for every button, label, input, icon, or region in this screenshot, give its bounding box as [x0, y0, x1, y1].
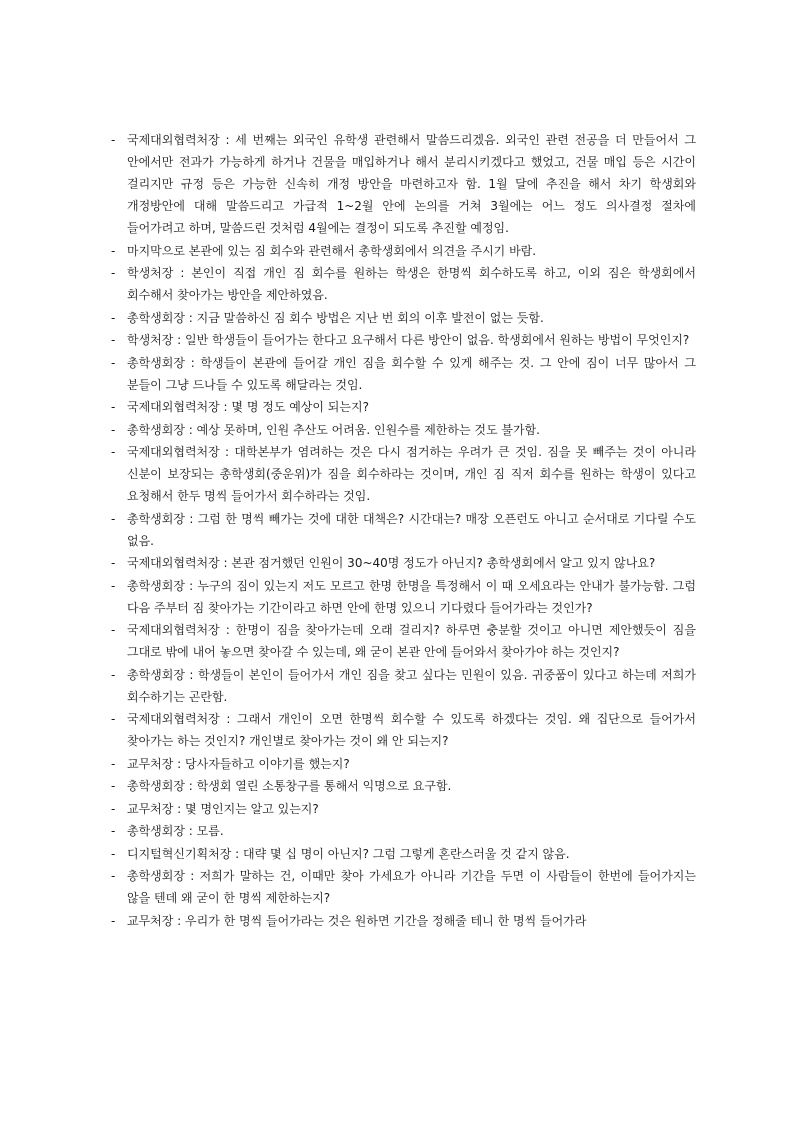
- bullet-dash: -: [111, 445, 116, 459]
- minutes-entry: [111, 508, 696, 552]
- minutes-entry: [111, 329, 696, 351]
- entry-text: 총학생회장 : 그럼 한 명씩 빼가는 것에 대한 대책은? 시간대는? 매장 오픈런도 아니고 순서대로 기다릴 수도 없음.: [127, 511, 696, 548]
- minutes-entry: [111, 396, 696, 418]
- entry-text: 총학생회장 : 학생들이 본인이 들어가서 개인 짐을 찾고 싶다는 민원이 있음. 귀중품이 있다고 하는데 저희가 회수하기는 곤란함.: [127, 667, 696, 704]
- minutes-entry: [111, 798, 696, 820]
- bullet-dash: -: [111, 556, 116, 570]
- entry-text: 총학생회장 : 누구의 짐이 있는지 저도 모르고 한명 한명을 특정해서 이 때 오세요라는 안내가 불가능함. 그럼 다음 주부터 짐 찾아가는 기간이라고 하면 안에 한명 있으니 기다렸다 들어가라는 것인가?: [127, 578, 696, 615]
- bullet-dash: -: [111, 333, 116, 347]
- bullet-dash: -: [111, 779, 116, 793]
- bullet-dash: -: [111, 756, 116, 771]
- bullet-dash: -: [111, 801, 116, 816]
- entry-text: 국제대외협력처장 : 세 번째는 외국인 유학생 관련해서 말씀드리겠음. 외국인 관련 전공을 더 만들어서 그 안에서만 전과가 가능하게 하거나 건물을 매입하거나 해서 분리시키겠다고 했었고, 건물 매입 등은 시간이 걸리지만 규정 등은 가능한 신속히 개정 방안을 마련하고자 함. 1월 달에 추진을 해서 차기 학생회와 개정방안에 대해 말씀드리고 가급적 1~2월 안에 논의를 거쳐 3월에는 어느 정도 의사결정 절차에 들어가려고 하며, 말씀드린 것처럼 4월에는 결정이 되도록 추진할 예정임.: [127, 133, 696, 235]
- bullet-dash: -: [111, 400, 116, 414]
- entry-text: 교무처장 : 당사자들하고 이야기를 했는지?: [127, 756, 350, 771]
- minutes-entry: [111, 307, 696, 329]
- entry-text: 디지털혁신기획처장 : 대략 몇 십 명이 아닌지? 그럼 그렇게 혼란스러울 것 같지 않음.: [127, 846, 570, 861]
- bullet-dash: -: [111, 266, 116, 280]
- minutes-entry: [111, 441, 696, 507]
- bullet-dash: -: [111, 578, 116, 593]
- entry-text: 총학생회장 : 예상 못하며, 인원 추산도 어려움. 인원수를 제한하는 것도 불가함.: [127, 422, 540, 437]
- entry-text: 총학생회장 : 모름.: [127, 824, 224, 838]
- minutes-entry: [111, 129, 696, 239]
- bullet-dash: -: [111, 667, 116, 682]
- minutes-entry: [111, 240, 696, 262]
- minutes-entry: [111, 552, 696, 574]
- minutes-entry: [111, 865, 696, 909]
- bullet-dash: -: [111, 355, 116, 370]
- minutes-entry: [111, 775, 696, 797]
- entry-text: 총학생회장 : 저희가 말하는 건, 이때만 찾아 가세요가 아니라 기간을 두면 이 사람들이 한번에 들어가지는 않을 텐데 왜 굳이 한 명씩 제한하는지?: [127, 869, 696, 905]
- minutes-entry: [111, 262, 696, 306]
- minutes-entry: [111, 619, 696, 663]
- entry-text: 교무처장 : 몇 명인지는 알고 있는지?: [127, 801, 319, 816]
- minutes-entry: [111, 820, 696, 842]
- minutes-entry: [111, 664, 696, 708]
- entry-text: 국제대외협력처장 : 대학본부가 염려하는 것은 다시 점거하는 우려가 큰 것임. 짐을 못 빼주는 것이 아니라 신분이 보장되는 총학생회(중운위)가 짐을 회수하라는 것이며, 개인 짐 직저 회수를 원하는 학생이 있다고 요청해서 한두 명씩 들어가서 회수하라는 것임.: [127, 445, 696, 503]
- bullet-dash: -: [111, 712, 116, 726]
- minutes-entry: [111, 575, 696, 619]
- entry-text: 국제대외협력처장 : 그래서 개인이 오면 한명씩 회수할 수 있도록 하겠다는 것임. 왜 집단으로 들어가서 찾아가는 하는 것인지? 개인별로 찾아가는 것이 왜 안 되는지?: [127, 712, 696, 748]
- bullet-dash: -: [111, 133, 116, 147]
- entry-text: 국제대외협력처장 : 몇 명 정도 예상이 되는지?: [127, 400, 369, 414]
- entry-text: 총학생회장 : 학생회 열린 소통창구를 통해서 익명으로 요구함.: [127, 779, 452, 793]
- bullet-dash: -: [111, 824, 116, 838]
- entry-text: 총학생회장 : 지금 말씀하신 짐 회수 방법은 지난 번 회의 이후 발전이 없는 듯함.: [127, 310, 544, 325]
- bullet-dash: -: [111, 846, 116, 861]
- bullet-dash: -: [111, 422, 116, 437]
- minutes-entry: [111, 708, 696, 752]
- minutes-entry: [111, 419, 696, 441]
- entry-text: 총학생회장 : 학생들이 본관에 들어갈 개인 짐을 회수할 수 있게 해주는 것. 그 안에 짐이 너무 많아서 그 분들이 그냥 드나들 수 있도록 해달라는 것임.: [127, 355, 696, 392]
- bullet-dash: -: [111, 243, 116, 258]
- entry-text: 학생처장 : 일반 학생들이 들어가는 한다고 요구해서 다른 방안이 없음. 학생회에서 원하는 방법이 무엇인지?: [127, 333, 690, 347]
- entry-text: 마지막으로 본관에 있는 짐 회수와 관련해서 총학생회에서 의견을 주시기 바람.: [127, 243, 537, 258]
- minutes-entry: [111, 753, 696, 775]
- bullet-dash: -: [111, 869, 116, 883]
- bullet-dash: -: [111, 310, 116, 325]
- minutes-entry: [111, 910, 696, 932]
- bullet-dash: -: [111, 623, 116, 637]
- bullet-dash: -: [111, 913, 116, 928]
- minutes-entry: [111, 843, 696, 865]
- meeting-minutes-list: [111, 129, 696, 932]
- bullet-dash: -: [111, 511, 116, 526]
- entry-text: 학생처장 : 본인이 직접 개인 짐 회수를 원하는 학생은 한명씩 회수하도록 하고, 이외 짐은 학생회에서 회수해서 찾아가는 방안을 제안하였음.: [127, 266, 696, 302]
- entry-text: 국제대외협력처장 : 한명이 짐을 찾아가는데 오래 걸리지? 하루면 충분할 것이고 아니면 제안했듯이 짐을 그대로 밖에 내어 놓으면 찾아갈 수 있는데, 왜 굳이 본관 안에 들어와서 찾아가야 하는 것인지?: [127, 623, 696, 659]
- entry-text: 국제대외협력처장 : 본관 점거했던 인원이 30~40명 정도가 아닌지? 총학생회에서 알고 있지 않나요?: [127, 556, 656, 570]
- entry-text: 교무처장 : 우리가 한 명씩 들어가라는 것은 원하면 기간을 정해줄 테니 한 명씩 들어가라: [127, 913, 587, 928]
- minutes-entry: [111, 352, 696, 396]
